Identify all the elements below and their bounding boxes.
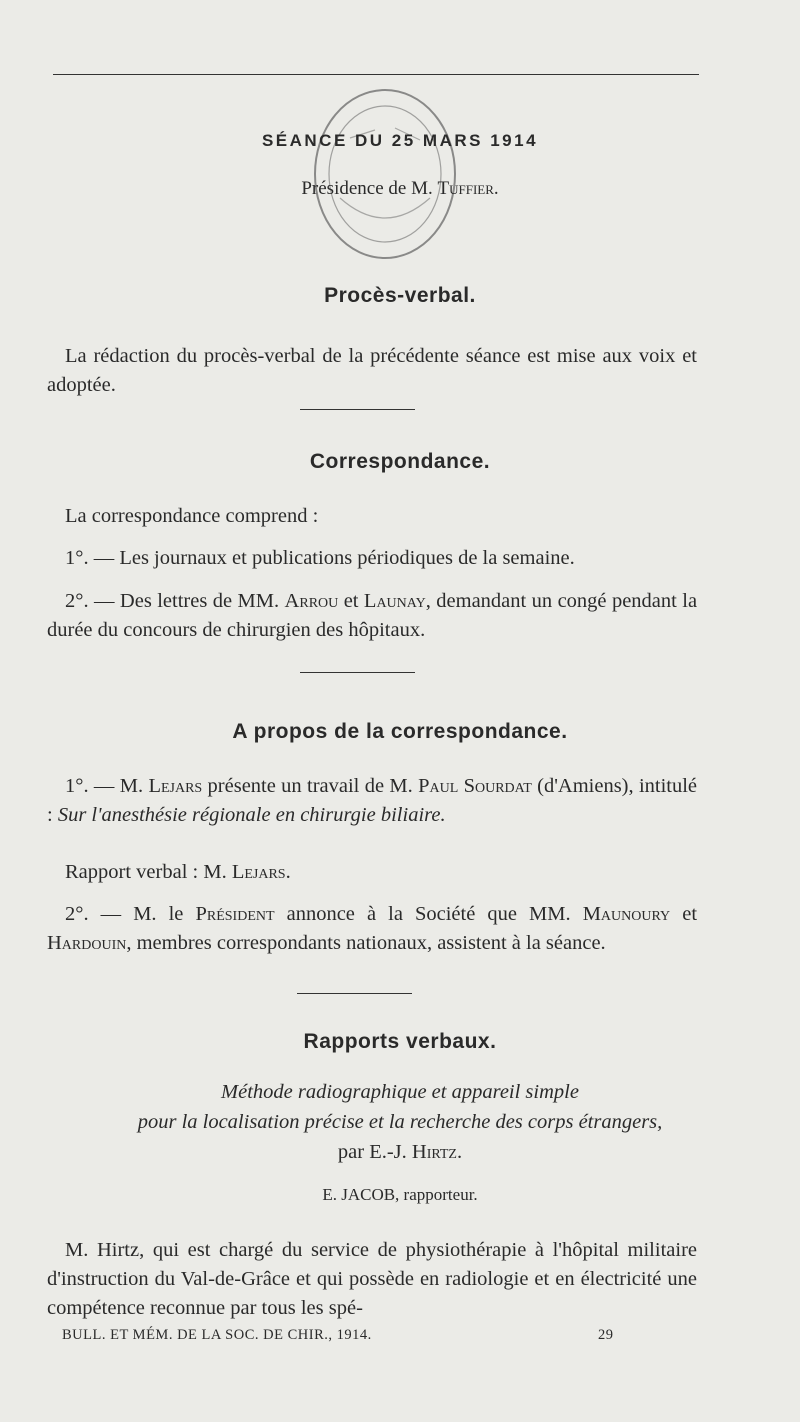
report-body: M. Hirtz, qui est chargé du service de physiothérapie à l'hôpital militaire d'instruction du Val-de-Grâce et qui possède en radiologie et en électricité une compétence reconnue par tous les spé- bbox=[47, 1239, 697, 1319]
author-name: Hirtz. bbox=[411, 1141, 463, 1163]
session-title: SÉANCE DU 25 MARS 1914 bbox=[261, 131, 539, 150]
a-propos-item-1: 1°. — M. Lejars présente un travail de M. Paul Sourdat (d'Amiens), intitulé : Sur l'anesthésie régionale en chirurgie biliaire. bbox=[47, 775, 698, 826]
report-author-line: par E.-J. Hirtz. bbox=[337, 1141, 463, 1163]
rapports-heading: Rapports verbaux. bbox=[303, 1030, 497, 1053]
separator-rule bbox=[300, 672, 415, 673]
report-title-line-2: pour la localisation précise et la recherche des corps étrangers, bbox=[137, 1111, 663, 1133]
page-number: 29 bbox=[598, 1327, 614, 1343]
author-name: Paul Sourdat bbox=[418, 775, 532, 797]
rapporteur-line: E. JACOB, rapporteur. bbox=[322, 1185, 478, 1204]
a-propos-item-2: 2°. — M. le Président annonce à la Société que MM. Maunoury et Hardouin, membres correspondants nationaux, assistent à la séance. bbox=[47, 903, 698, 954]
proces-verbal-text: La rédaction du procès-verbal de la précédente séance est mise aux voix et adoptée. bbox=[47, 345, 697, 396]
author-name: Maunoury bbox=[582, 903, 671, 925]
footer-journal: BULL. ET MÉM. DE LA SOC. DE CHIR., 1914. bbox=[62, 1327, 372, 1343]
author-name: Hardouin, bbox=[47, 932, 132, 954]
report-title-line-1: Méthode radiographique et appareil simple bbox=[221, 1081, 579, 1103]
a-propos-heading: A propos de la correspondance. bbox=[232, 720, 568, 743]
author-name: Lejars. bbox=[231, 861, 291, 883]
separator-rule bbox=[297, 993, 412, 994]
president-name: Tuffier. bbox=[437, 178, 499, 199]
presidence-prefix: Présidence de M. bbox=[301, 178, 433, 199]
rapport-verbal-line: Rapport verbal : M. Lejars. bbox=[65, 861, 291, 883]
correspondance-heading: Correspondance. bbox=[309, 450, 491, 473]
correspondance-item-2: 2°. — Des lettres de MM. Arrou et Launay, demandant un congé pendant la durée du concours de chirurgien des hôpitaux. bbox=[47, 590, 698, 641]
work-title: Sur l'anesthésie régionale en chirurgie biliaire. bbox=[57, 804, 446, 826]
library-stamp bbox=[300, 78, 470, 270]
correspondance-item-1: 1°. — Les journaux et publications périodiques de la semaine. bbox=[65, 547, 575, 569]
author-name: Lejars bbox=[148, 775, 203, 797]
top-rule bbox=[53, 74, 699, 75]
proces-verbal-heading: Procès-verbal. bbox=[324, 284, 476, 307]
presidence-line bbox=[0, 178, 800, 200]
author-name: Launay, bbox=[363, 590, 431, 612]
separator-rule bbox=[300, 409, 415, 410]
correspondance-intro: La correspondance comprend : bbox=[65, 505, 319, 527]
author-name: Arrou bbox=[284, 590, 339, 612]
